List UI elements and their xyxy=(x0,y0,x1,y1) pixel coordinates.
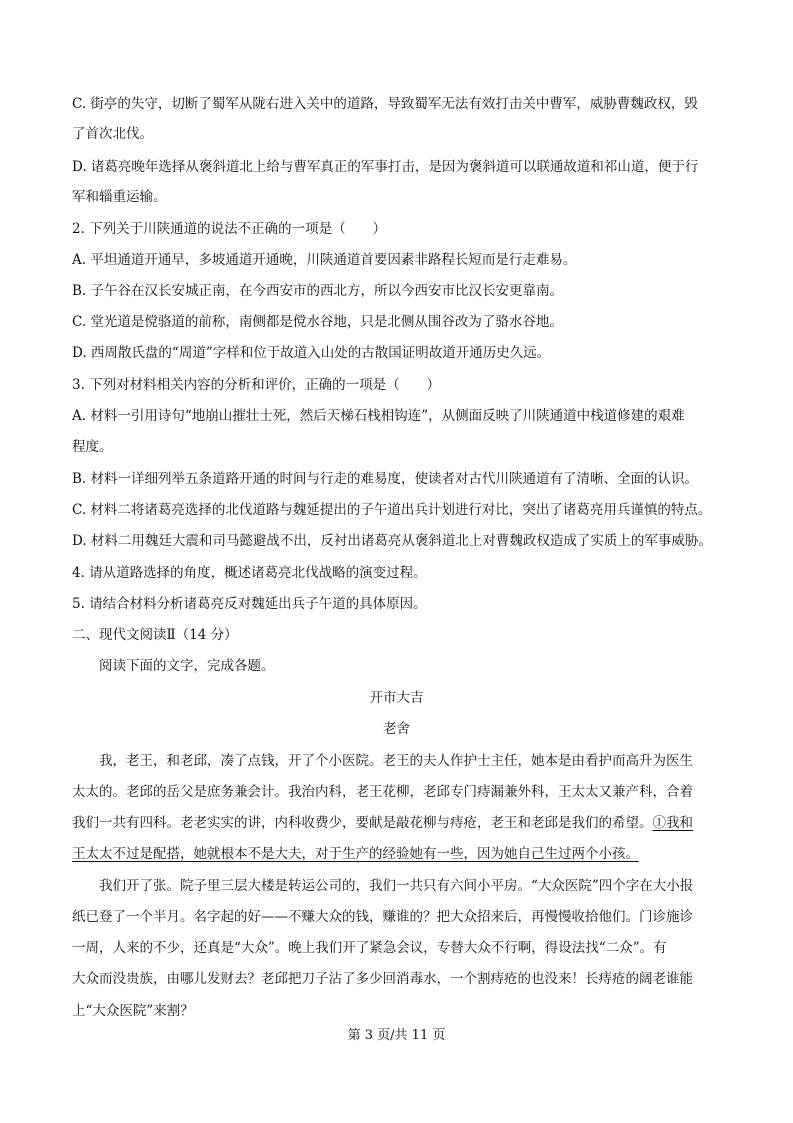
question-5: 5. 请结合材料分析诸葛亮反对魏延出兵子午道的具体原因。 xyxy=(72,596,427,612)
q3-option-b: B. 材料一详细列举五条道路开通的时间与行走的难易度，使读者对古代川陕通道有了清晰、全面的认识。 xyxy=(72,471,699,487)
underlined-sentence-end: 王太太不过是配搭，她就根本不是大夫，对于生产的经验她有一些，因为她自己生过两个小孩。 xyxy=(72,846,639,862)
option-c-line-1: C. 街亭的失守，切断了蜀军从陇右进入关中的道路，导致蜀军无法有效打击关中曹军，威胁曹魏政权，毁 xyxy=(72,96,698,112)
para2-line-1: 我们开了张。院子里三层大楼是转运公司的，我们一共只有六间小平房。“大众医院”四个字在大小报 xyxy=(99,878,694,894)
para2-line-2: 纸已登了一个半月。名字起的好——不赚大众的钱，赚谁的？把大众招来后，再慢慢收拾他们。门诊施诊 xyxy=(72,909,693,925)
q2-option-d: D. 西周散氏盘的“周道”字样和位于故道入山处的古散国证明故道开通历史久远。 xyxy=(72,345,551,361)
page-footer: 第 3 页/共 11 页 xyxy=(347,1028,446,1043)
reading-instruction: 阅读下面的文字，完成各题。 xyxy=(99,658,275,674)
q3-option-a-line-2: 程度。 xyxy=(72,439,113,455)
q3-option-a-line-1: A. 材料一引用诗句“地崩山摧壮士死，然后天梯石栈相钩连”，从侧面反映了川陕通道中栈道修建的艰难 xyxy=(72,408,685,424)
para2-line-4: 大众而没贵族，由哪儿发财去？老邱把刀子沾了多少回消毒水，一个割痔疮的也没来！长痔疮的阔老谁能 xyxy=(72,971,693,987)
q2-option-c: C. 堂光道是傥骆道的前称，南侧都是傥水谷地，只是北侧从围谷改为了骆水谷地。 xyxy=(72,314,563,330)
option-c-line-2: 了首次北伐。 xyxy=(72,126,153,142)
para1-line-2: 太太的。老邱的岳父是庶务兼会计。我治内科，老王花柳，老邱专门痔漏兼外科，王太太又兼产科，合着 xyxy=(72,784,693,800)
q3-option-c: C. 材料二将诸葛亮选择的北伐道路与魏延提出的子午道出兵计划进行对比，突出了诸葛亮用兵谨慎的特点。 xyxy=(72,502,712,518)
question-2: 2. 下列关于川陕通道的说法不正确的一项是（ ） xyxy=(72,221,387,237)
q2-option-b: B. 子午谷在汉长安城正南，在今西安市的西北方，所以今西安市比汉长安更靠南。 xyxy=(72,283,564,299)
para1-line-3-text: 我们一共有四科。老老实实的讲，内科收费少，要献是敲花柳与痔疮，老王和老邱是我们的希望。 xyxy=(72,815,653,831)
para2-line-5: 上“大众医院”来割？ xyxy=(72,1003,194,1019)
question-4: 4. 请从道路选择的角度，概述诸葛亮北伐战略的演变过程。 xyxy=(72,565,427,581)
option-d-line-1: D. 诸葛亮晚年选择从褒斜道北上给与曹军真正的军事打击，是因为褒斜道可以联通故道和祁山道，便于行 xyxy=(72,159,699,175)
section-heading: 二、现代文阅读Ⅱ（14 分） xyxy=(72,627,238,643)
para2-line-3: 一周，人来的不少，还真是“大众”。晚上我们开了紧急会议，专替大众不行啊，得设法找“二众”。有 xyxy=(72,940,667,956)
article-author: 老舍 xyxy=(383,721,410,737)
q3-option-d: D. 材料二用魏廷大震和司马懿避战不出，反衬出诸葛亮从褒斜道北上对曹魏政权造成了实质上的军事威胁。 xyxy=(72,533,712,549)
article-title: 开市大吉 xyxy=(369,690,424,706)
underlined-sentence-start: ①我和 xyxy=(652,815,693,831)
q2-option-a: A. 平坦通道开通早，多坡通道开通晚，川陕通道首要因素非路程长短而是行走难易。 xyxy=(72,252,577,268)
para1-line-1: 我，老王，和老邱，凑了点钱，开了个小医院。老王的夫人作护士主任，她本是由看护而高升为医生 xyxy=(99,753,693,769)
option-d-line-2: 军和辎重运输。 xyxy=(72,189,167,205)
question-3: 3. 下列对材料相关内容的分析和评价，正确的一项是（ ） xyxy=(72,377,441,393)
para1-line-3 xyxy=(72,813,728,833)
